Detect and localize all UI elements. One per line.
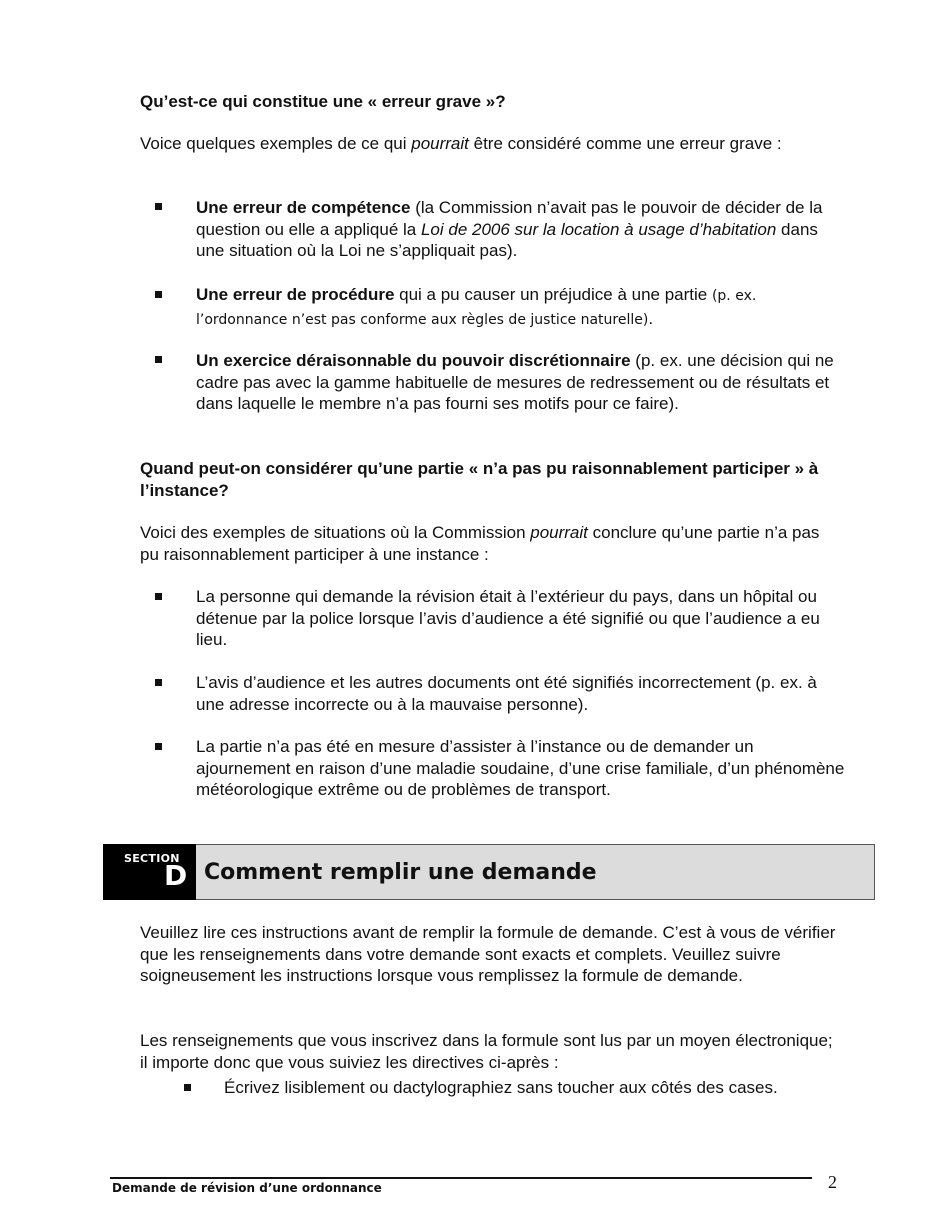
bullet-text: dans une situation où la Loi ne s’appliquait pas).: [196, 219, 818, 261]
intro-text-before: Voice quelques exemples de ce qui: [140, 134, 412, 153]
section-d-banner: [103, 844, 875, 900]
section-word: SECTION: [124, 852, 180, 865]
bullet-exterieur-pays: La personne qui demande la révision était à l’extérieur du pays, dans un hôpital ou détenue par la police lorsque l’avis d’audience a été signifié ou que l’audience a eu lieu.: [196, 587, 820, 650]
bullet-text: (la Commission n’avait pas le pouvoir de décider de la question ou elle a appliqué la: [196, 198, 823, 239]
bullet-text: (p. ex. une décision qui ne cadre pas avec la gamme habituelle de mesures de redressement ou de résultats et dans laquelle le membre n’a pas fourni ses motifs pour ce faire).: [196, 351, 834, 414]
bullet-bold-text: Une erreur de procédure: [196, 285, 395, 304]
bullet-erreur-procedure: [196, 284, 846, 331]
section-label-box: [103, 844, 196, 900]
footer-rule: [110, 1177, 812, 1179]
section-title: Comment remplir une demande: [204, 860, 597, 885]
intro-erreur-grave: [140, 133, 840, 155]
bullet-ecrire-lisiblement: Écrivez lisiblement ou dactylographiez sans toucher aux côtés des cases.: [224, 1078, 778, 1097]
bullet-text: .: [648, 308, 654, 328]
heading-participation: Quand peut-on considérer qu’une partie « n’a pas pu raisonnablement participer » à l’instance?: [140, 459, 819, 500]
bullet-bold-text: Une erreur de compétence: [196, 198, 411, 217]
bullet-pouvoir-discretionnaire: [196, 350, 846, 415]
intro-text-before: Voici des exemples de situations où la Commission: [140, 523, 531, 542]
intro-text-emphasis: pourrait: [530, 523, 588, 542]
bullet-marker: [155, 743, 162, 750]
bullet-signification-incorrecte: L’avis d’audience et les autres documents ont été signifiés incorrectement (p. ex. à une adresse incorrecte ou à la mauvaise personne).: [196, 673, 817, 714]
bullet-small-text: (p. ex. l’ordonnance n’est pas conforme aux règles de justice naturelle): [196, 288, 757, 328]
section-d-paragraph-1: Veuillez lire ces instructions avant de remplir la formule de demande. C’est à vous de vérifier que les renseignements dans votre demande sont exacts et complets. Veuillez suivre soigneusement les instructions lorsque vous remplissez la formule de demande.: [140, 923, 836, 986]
bullet-marker: [155, 593, 162, 600]
heading-erreur-grave: Qu’est-ce qui constitue une « erreur grave »?: [140, 92, 506, 111]
bullet-erreur-competence: [196, 197, 846, 262]
bullet-bold-text: Un exercice déraisonnable du pouvoir discrétionnaire: [196, 351, 631, 370]
section-title-box: [196, 844, 875, 900]
section-d-paragraph-2: Les renseignements que vous inscrivez dans la formule sont lus par un moyen électronique; il importe donc que vous suiviez les directives ci-après :: [140, 1031, 833, 1072]
page-number: 2: [828, 1172, 837, 1192]
bullet-marker: [184, 1084, 191, 1091]
bullet-marker: [155, 291, 162, 298]
footer-document-title: Demande de révision d’une ordonnance: [112, 1181, 382, 1195]
intro-text-after: être considéré comme une erreur grave :: [468, 134, 782, 153]
bullet-italic-text: Loi de 2006 sur la location à usage d’habitation: [420, 219, 777, 239]
intro-text-after: conclure qu’une partie n’a pas pu raisonnablement participer à une instance :: [140, 523, 820, 564]
bullet-marker: [155, 356, 162, 363]
intro-text-emphasis: pourrait: [411, 134, 469, 153]
bullet-marker: [155, 679, 162, 686]
intro-participation: [140, 522, 840, 565]
bullet-maladie-soudaine: La partie n’a pas été en mesure d’assister à l’instance ou de demander un ajournement en raison d’une maladie soudaine, d’une crise familiale, d’un phénomène météorologique extrême ou de problèmes de transport.: [196, 737, 845, 800]
section-letter: D: [164, 859, 188, 892]
bullet-text: qui a pu causer un préjudice à une partie: [394, 285, 712, 304]
bullet-marker: [155, 203, 162, 210]
